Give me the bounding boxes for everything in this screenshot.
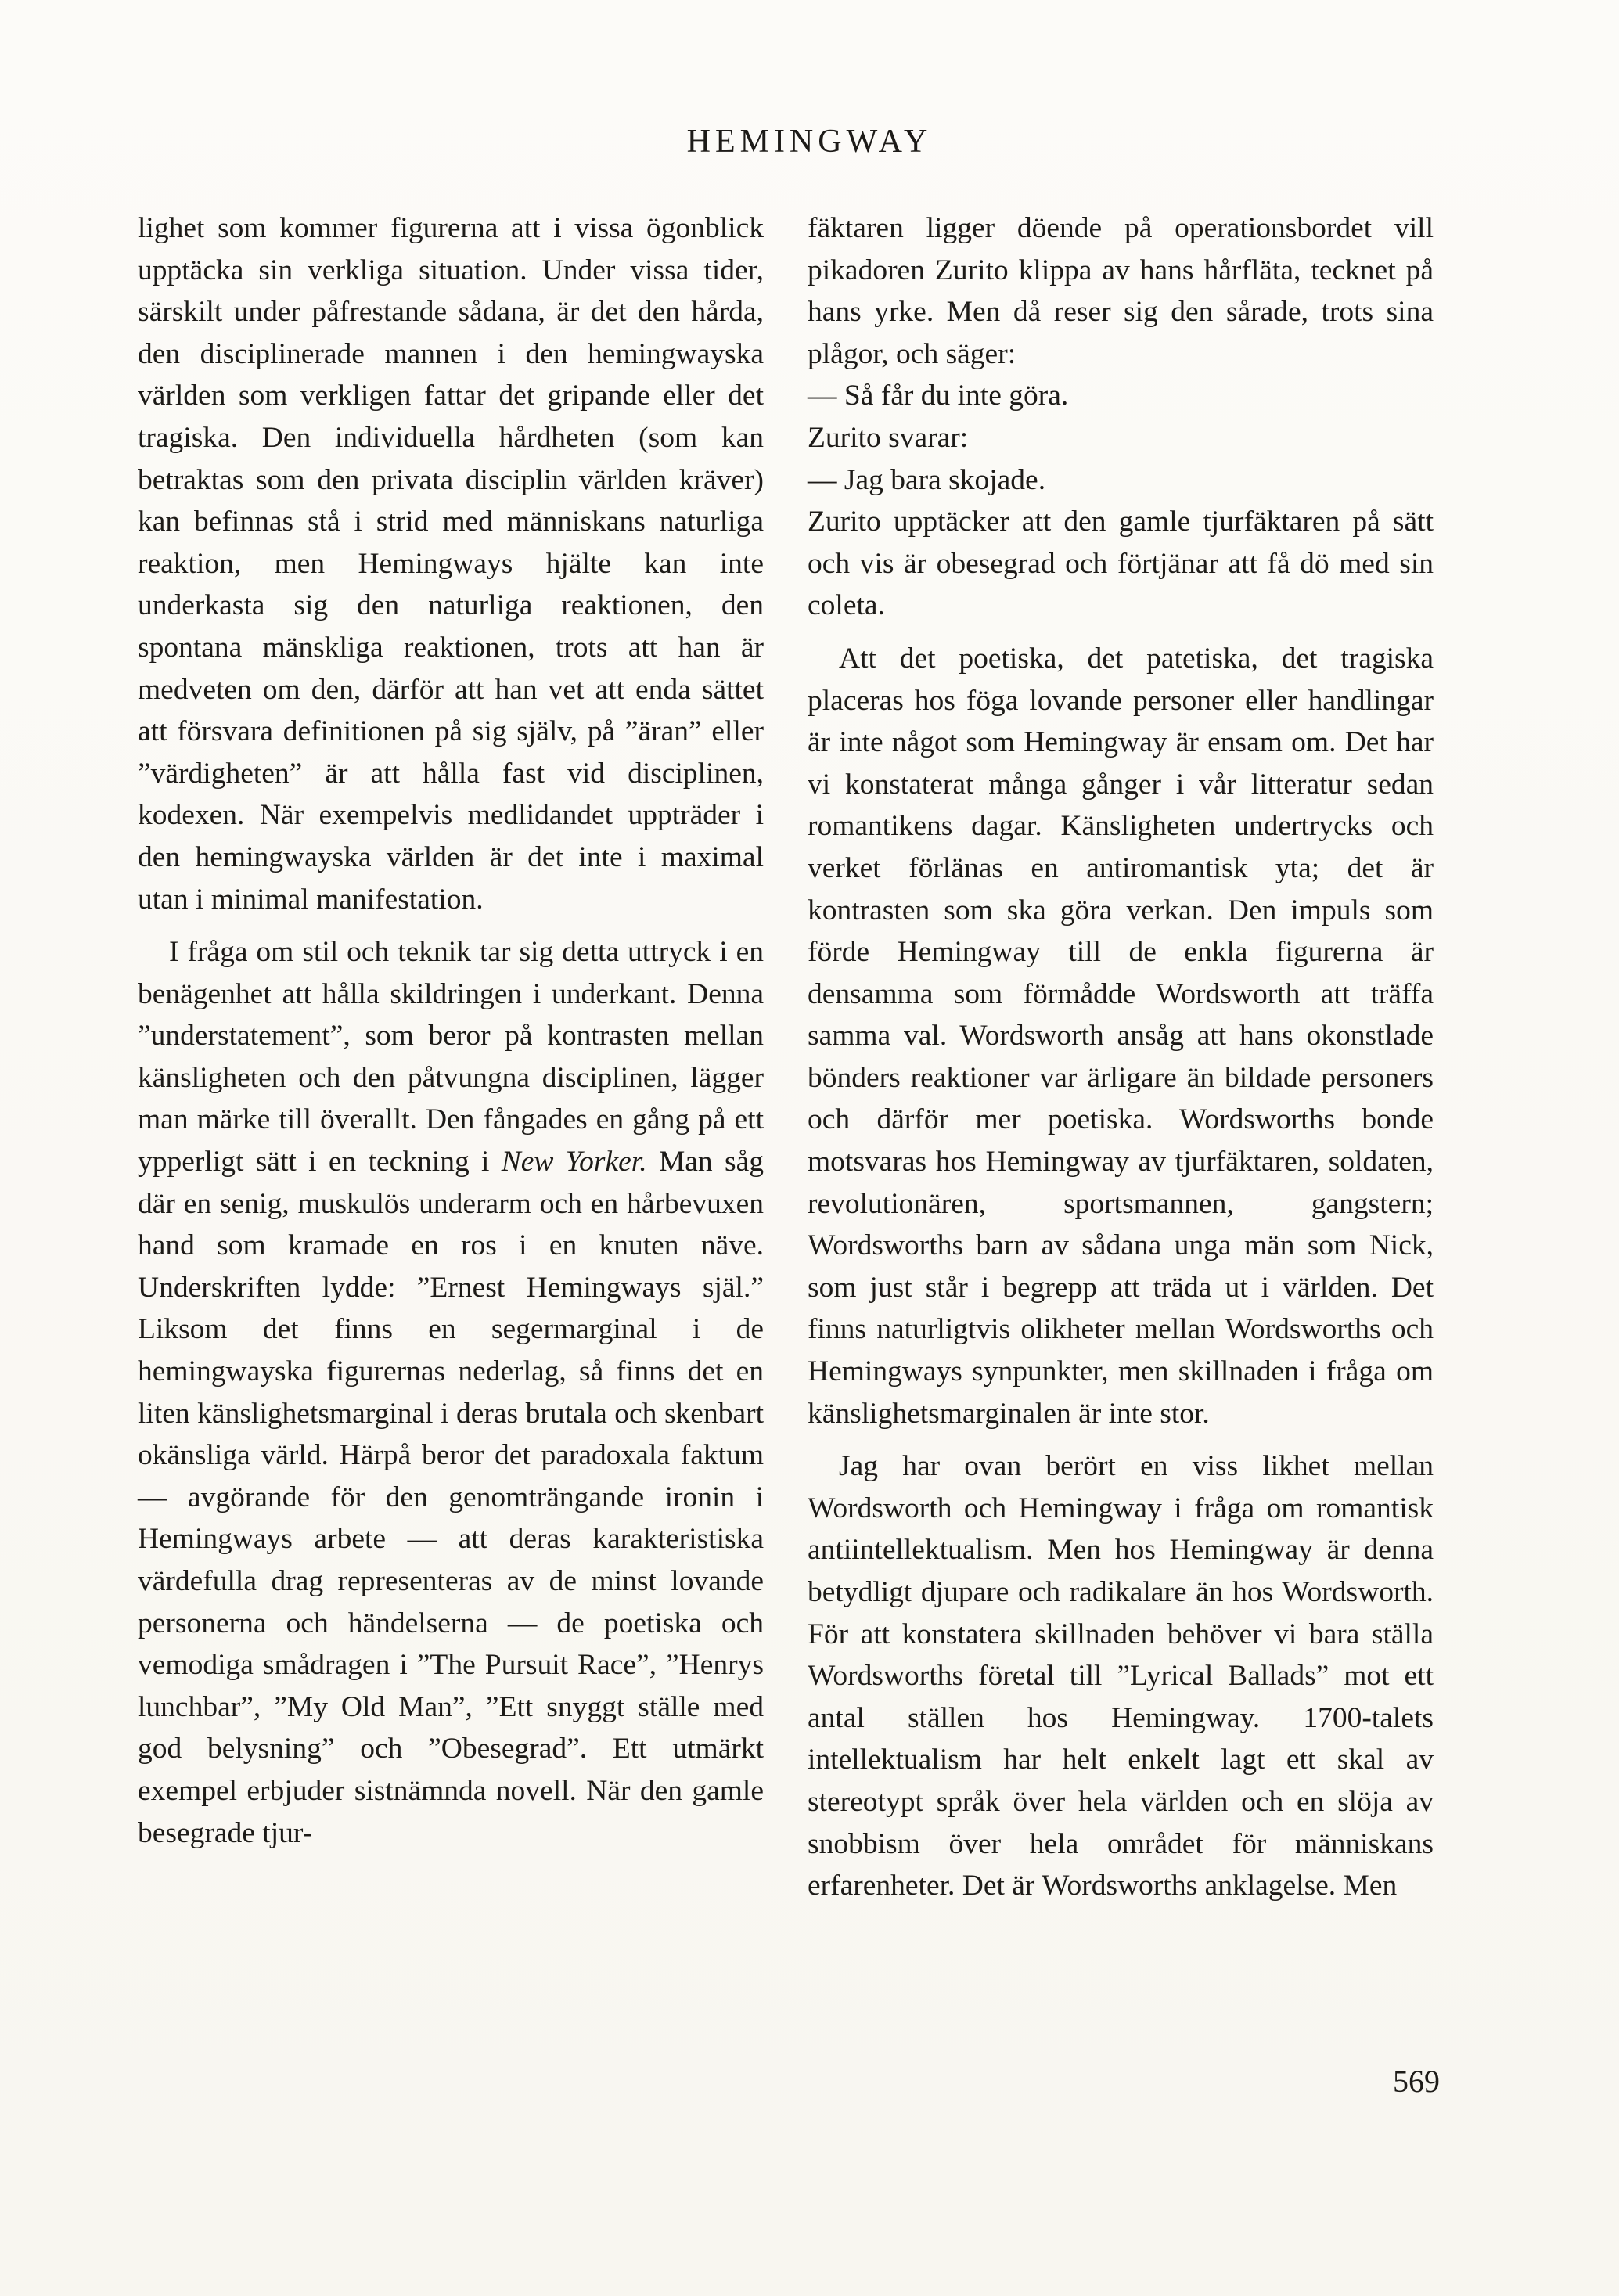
right-column — [808, 207, 1434, 1907]
new-yorker-title: New Yorker. — [501, 1146, 647, 1179]
right-paragraph-4: Jag har ovan berört en viss likhet mellan Wordsworth och Hemingway i fråga om romantisk antiintellektualism. Men hos Hemingway är denna betydligt djupare och radikalare än hos Wordsworth. För att konstatera skillnaden behöver vi bara ställa Wordsworths företal till ”Lyrical Ballads” mot ett antal ställen hos Hemingway. 1700-talets intellektualism har helt enkelt lagt ett skal av stereotypt språk över hela världen och en slöja av snobbism över hela området för människans erfarenheter. Det är Wordsworths anklagelse. Men — [808, 1450, 1434, 1902]
left-paragraph-2 — [138, 931, 764, 1854]
left-paragraph-2-text-a: I fråga om stil och teknik tar sig detta uttryck i en benägenhet att hålla skildringen i underkant. Denna ”understatement”, som beror på kontrasten mellan känsligheten och den påtvungna disciplinen, lägger man märke till överallt. Den fångades en gång på ett ypperligt sätt i en teckning i — [138, 936, 764, 1179]
right-paragraph-1: fäktaren ligger döende på operationsbordet vill pikadoren Zurito klippa av hans hårfläta, tecknet på hans yrke. Men då reser sig den sårade, trots sina plågor, och säger: — [808, 212, 1434, 370]
left-paragraph-1: lighet som kommer figurerna att i vissa ögonblick upptäcka sin verkliga situation. Under vissa tider, särskilt under påfrestande sådana, är det den hårda, den disciplinerade mannen i den hemingwayska världen som verkligen fattar det gripande eller det tragiska. Den individuella hårdheten (som kan betraktas som den privata disciplin världen kräver) kan befinnas stå i strid med människans naturliga reaktion, men Hemingways hjälte kan inte underkasta sig den naturliga reaktionen, den spontana mänskliga reaktionen, trots att han är medveten om den, därför att han vet att enda sättet att försvara definitionen på sig själv, på ”äran” eller ”värdigheten” är att hålla fast vid disciplinen, kodexen. När exempelvis medlidandet uppträder i den hemingwayska världen är det inte i maximal utan i minimal manifestation. — [138, 212, 764, 916]
running-head: HEMINGWAY — [686, 124, 933, 160]
left-column — [138, 207, 764, 1854]
left-paragraph-2-text-b: Man såg där en senig, muskulös underarm och en hårbevuxen hand som kramade en ros i en knuten näve. Underskriften lydde: ”Ernest Hemingways själ.” Liksom det finns en segermarginal i de hemingwayska figurernas nederlag, så finns det en liten känslighetsmarginal i deras brutala och skenbart okänsliga värld. Härpå beror det paradoxala faktum — avgörande för den genomträngande ironin i Hemingways arbete — att deras karakteristiska värdefulla drag representeras av de minst lovande personerna och händelserna — de poetiska och vemodiga smådragen i ”The Pursuit Race”, ”Henrys lunchbar”, ”My Old Man”, ”Ett snyggt ställe med god belysning” och ”Obesegrad”. Ett utmärkt exempel erbjuder sistnämnda novell. När den gamle besegrade tjur- — [138, 1146, 764, 1849]
dialogue-line-3: — Jag bara skojade. — [808, 463, 1046, 496]
dialogue-line-2: Zurito svarar: — [808, 421, 969, 454]
dialogue-line-1: — Så får du inte göra. — [808, 380, 1069, 412]
right-paragraph-2: Zurito upptäcker att den gamle tjurfäktaren på sätt och vis är obesegrad och förtjänar att få dö med sin coleta. — [808, 506, 1434, 622]
right-paragraph-3: Att det poetiska, det patetiska, det tragiska placeras hos föga lovande personer eller handlingar är inte något som Hemingway är ensam om. Det har vi konstaterat många gånger i vår litteratur sedan romantikens dagar. Känsligheten undertrycks och verket förlänas en antiromantisk yta; det är kontrasten som ska göra verkan. Den impuls som förde Hemingway till de enkla figurerna är densamma som förmådde Wordsworth att träffa samma val. Wordsworth ansåg att hans okonstlade bönders reaktioner var ärligare än bildade personers och därför mer poetiska. Wordsworths bonde motsvaras hos Hemingway av tjurfäktaren, soldaten, revolutionären, sportsmannen, gangstern; Wordsworths barn av sådana unga män som Nick, som just står i begrepp att träda ut i världen. Det finns naturligtvis olikheter mellan Wordsworths och Hemingways synpunkter, men skillnaden i fråga om känslighetsmarginalen är inte stor. — [808, 642, 1434, 1430]
page-number: 569 — [1393, 2064, 1440, 2099]
